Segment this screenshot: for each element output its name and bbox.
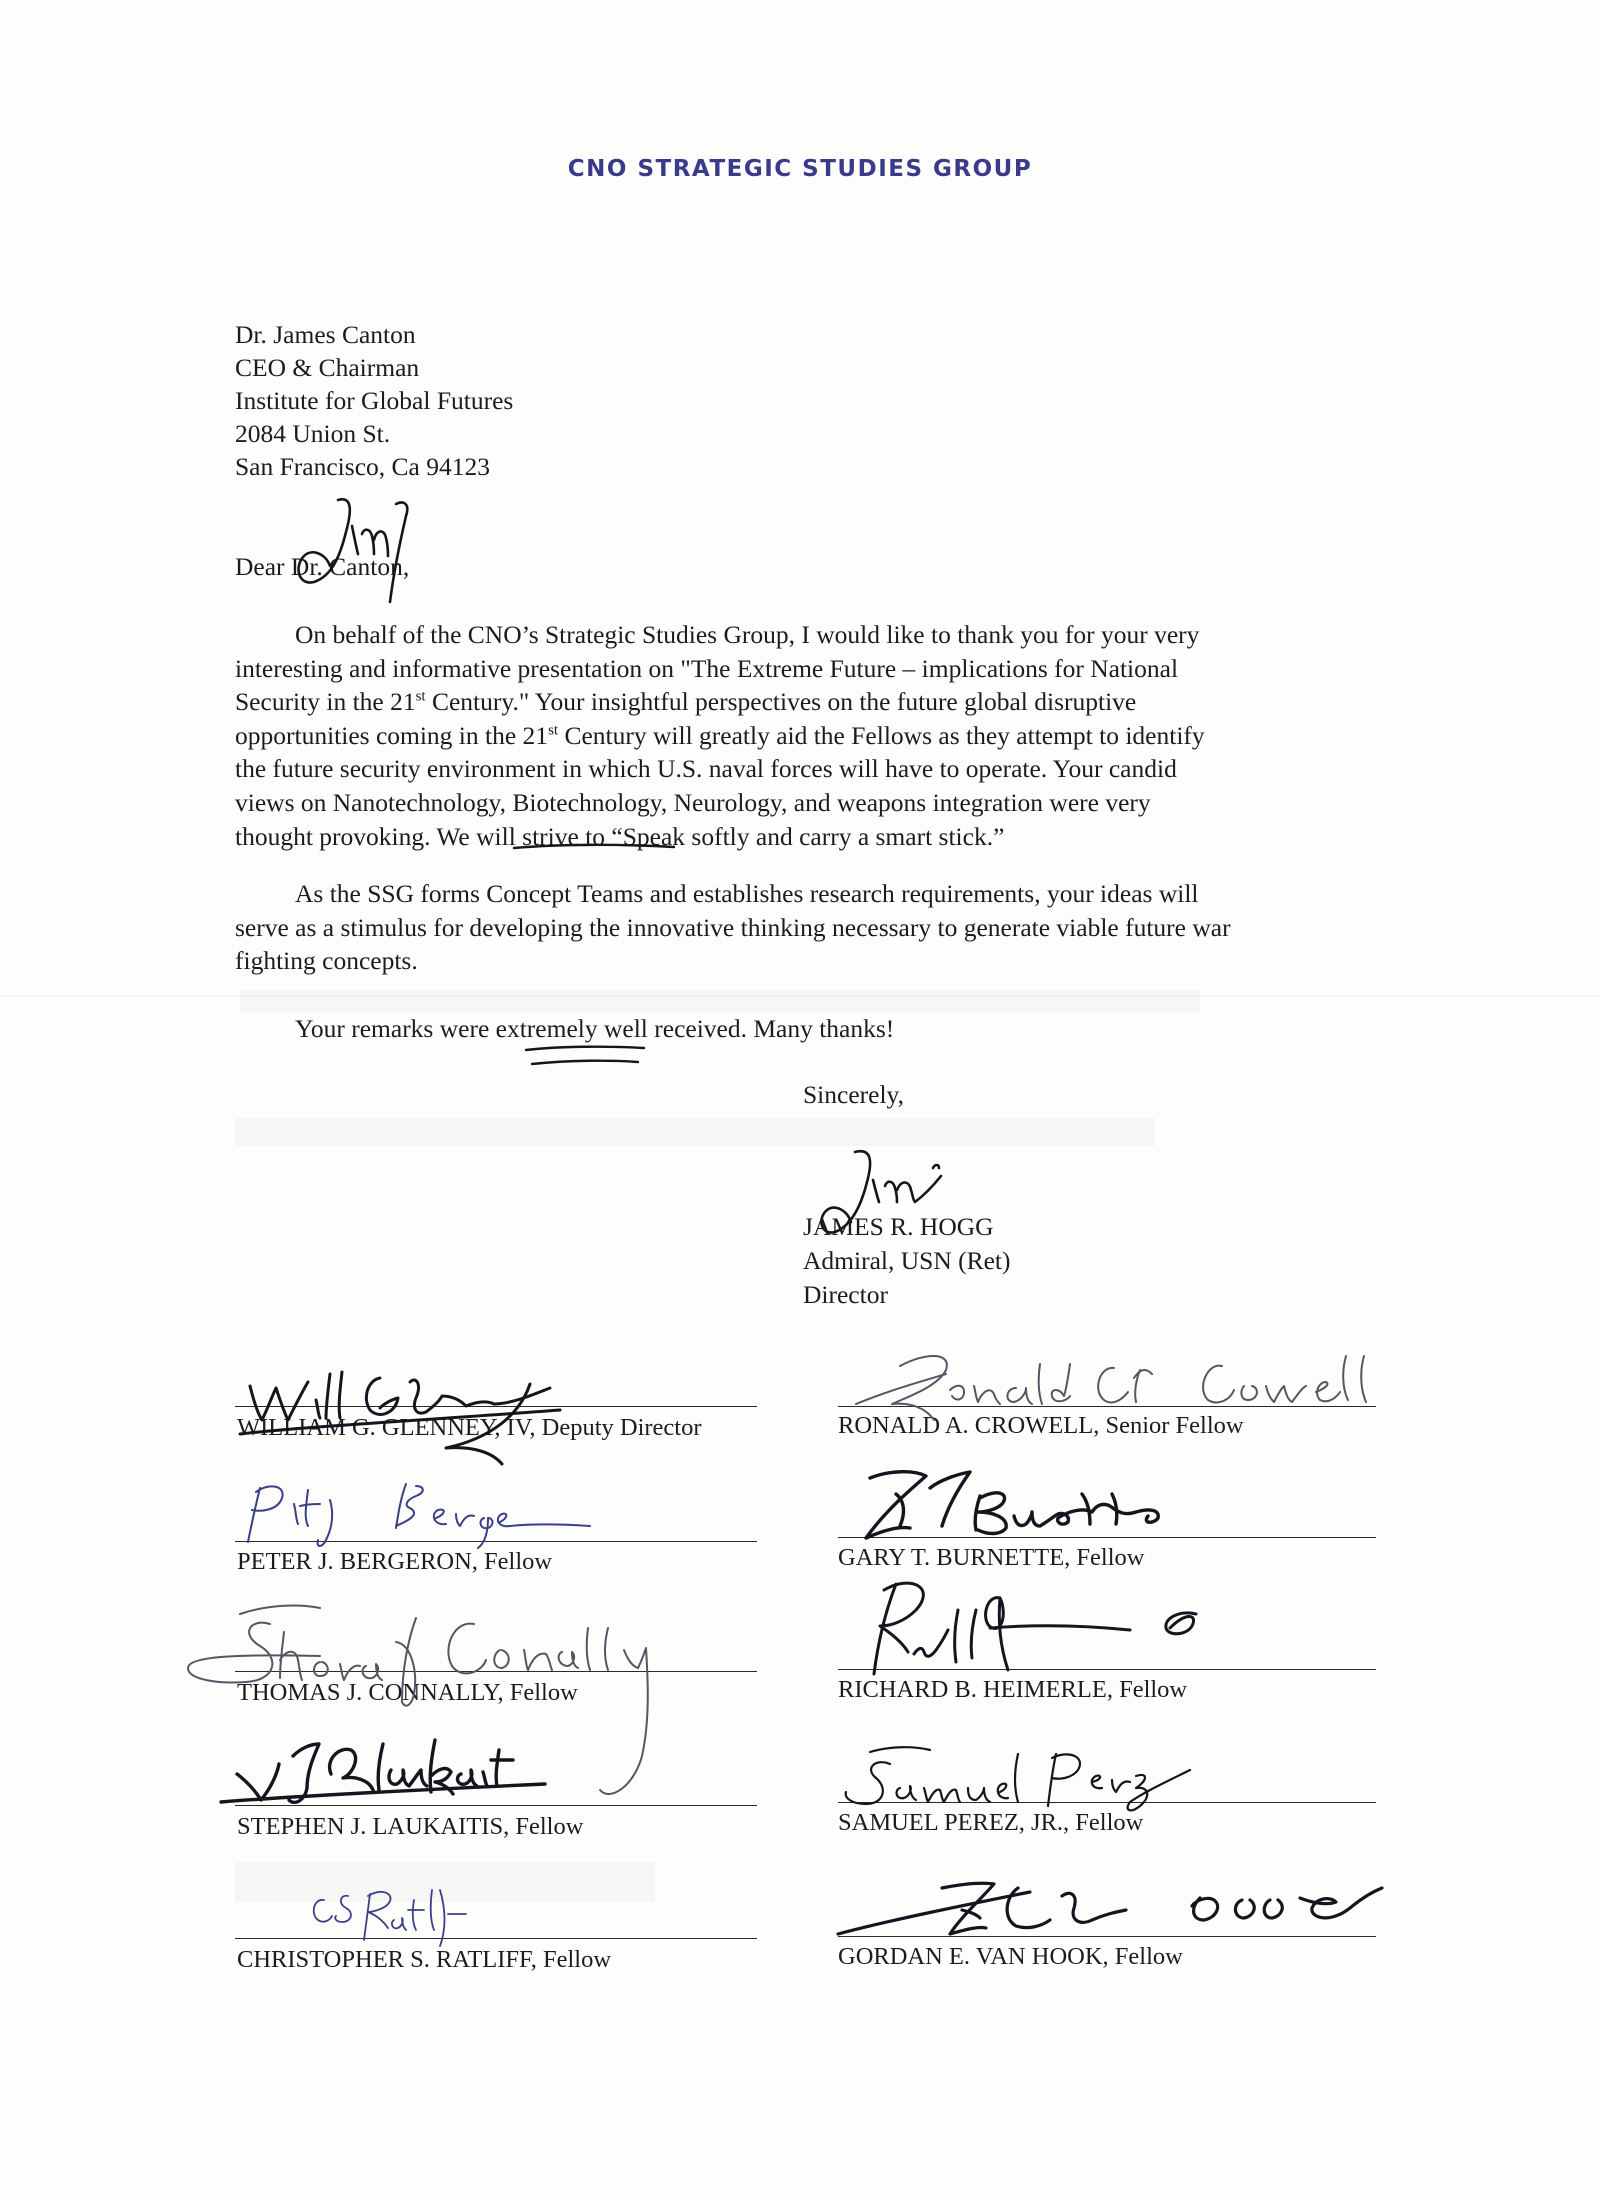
signatory-perez: SAMUEL PEREZ, JR., Fellow: [838, 1809, 1144, 1836]
faded-text-smudge: [240, 990, 1200, 1012]
handwritten-double-underline: [520, 1040, 650, 1074]
signatory-glenney: WILLIAM G. GLENNEY, IV, Deputy Director: [237, 1414, 702, 1441]
body-line: thought provoking. We will strive to “Speak softly and carry a smart stick.”: [235, 821, 1005, 851]
signature-bergeron: [230, 1470, 670, 1560]
signatory-burnette: GARY T. BURNETTE, Fellow: [838, 1544, 1145, 1571]
signatory-crowell: RONALD A. CROWELL, Senior Fellow: [838, 1412, 1244, 1439]
recipient-address: [235, 318, 513, 483]
signature-heimerle: [830, 1570, 1260, 1700]
signatory-heimerle: RICHARD B. HEIMERLE, Fellow: [838, 1676, 1188, 1703]
body-paragraph-1: [235, 618, 1425, 853]
valediction: Sincerely,: [803, 1080, 905, 1109]
signatory-bergeron: PETER J. BERGERON, Fellow: [237, 1548, 553, 1575]
signer-title: Director: [803, 1280, 888, 1309]
handwritten-jim-note: [290, 470, 440, 610]
body-line: As the SSG forms Concept Teams and establishes research requirements, your ideas will: [295, 879, 1199, 908]
recipient-street: 2084 Union St.: [235, 419, 391, 448]
signature-van-hook: [830, 1868, 1390, 1948]
signature-perez: [830, 1740, 1250, 1830]
signatory-ratliff: CHRISTOPHER S. RATLIFF, Fellow: [237, 1946, 612, 1973]
body-paragraph-3: Your remarks were extremely well received. Many thanks!: [295, 1014, 895, 1043]
signer-rank: Admiral, USN (Ret): [803, 1246, 1011, 1275]
salutation: Dear Dr. Canton,: [235, 552, 410, 581]
body-line: the future security environment in which U.S. naval forces will have to operate. Your candid: [235, 754, 1177, 784]
body-line: views on Nanotechnology, Biotechnology, Neurology, and weapons integration were very: [235, 787, 1151, 817]
body-line: serve as a stimulus for developing the innovative thinking necessary to generate viable future war: [235, 912, 1231, 942]
recipient-city: San Francisco, Ca 94123: [235, 452, 490, 481]
handwritten-underline: [510, 838, 680, 858]
handwritten-jim-closing: [815, 1140, 975, 1260]
signature-burnette: [830, 1450, 1250, 1560]
signatory-connally: THOMAS J. CONNALLY, Fellow: [237, 1679, 578, 1706]
signatory-van-hook: GORDAN E. VAN HOOK, Fellow: [838, 1943, 1183, 1970]
recipient-organization: Institute for Global Futures: [235, 386, 514, 415]
signature-glenney: [230, 1350, 670, 1470]
signer-name: JAMES R. HOGG: [803, 1212, 994, 1241]
signature-ratliff: [300, 1870, 490, 1950]
signatory-laukaitis: STEPHEN J. LAUKAITIS, Fellow: [237, 1813, 584, 1840]
body-paragraph-2: [235, 877, 1425, 978]
body-line: Security in the 21st Century." Your insightful perspectives on the future global disruptive: [235, 687, 1137, 717]
body-line: fighting concepts.: [235, 946, 418, 976]
signature-laukaitis: [215, 1720, 675, 1830]
signature-crowell: [830, 1330, 1390, 1440]
body-line: opportunities coming in the 21st Century will greatly aid the Fellows as they attempt to identify: [235, 720, 1205, 750]
body-line: On behalf of the CNO’s Strategic Studies Group, I would like to thank you for your very: [295, 620, 1200, 649]
recipient-name: Dr. James Canton: [235, 320, 416, 349]
recipient-title: CEO & Chairman: [235, 353, 420, 382]
letterhead: CNO STRATEGIC STUDIES GROUP: [567, 156, 1033, 182]
faded-text-smudge: [235, 1118, 1155, 1146]
body-line: interesting and informative presentation on "The Extreme Future – implications for National: [235, 653, 1179, 683]
